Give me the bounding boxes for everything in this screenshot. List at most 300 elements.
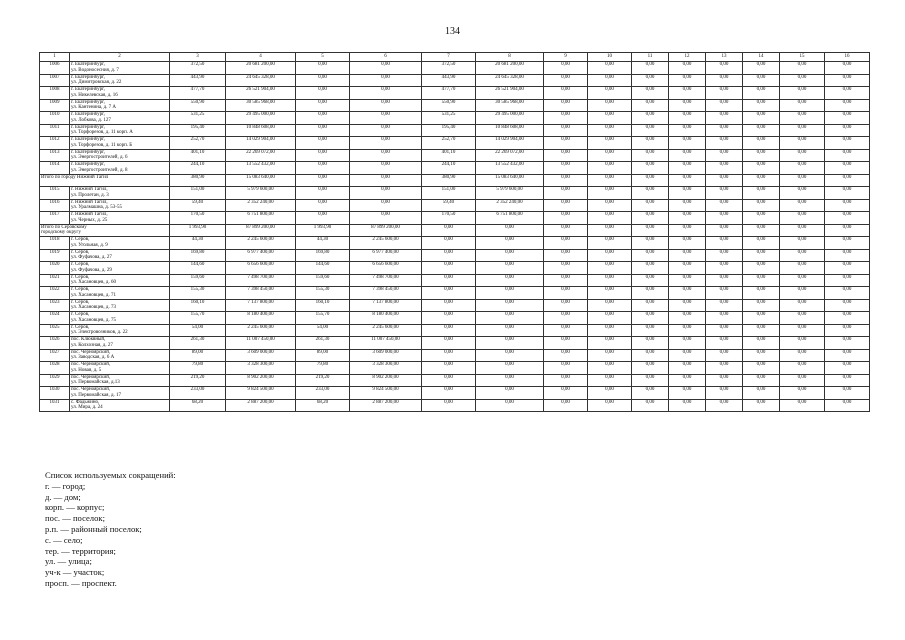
value-cell: 0,00 <box>476 262 544 275</box>
value-cell: 0,00 <box>350 137 422 150</box>
value-cell: 0,00 <box>743 324 780 337</box>
column-header: 13 <box>706 53 743 62</box>
abbreviations-list <box>45 470 176 589</box>
address-cell <box>70 324 170 337</box>
table-row <box>40 387 870 400</box>
value-cell: 0,00 <box>588 387 632 400</box>
value-cell: 2 887 200,00 <box>226 399 296 412</box>
value-cell: 0,00 <box>780 262 825 275</box>
value-cell: 0,00 <box>743 87 780 100</box>
address-line: ул. Торфорезов, д. 11 корп. Б <box>71 142 133 148</box>
value-cell: 155,70 <box>170 312 226 325</box>
value-cell: 0,00 <box>706 262 743 275</box>
value-cell: 0,00 <box>544 124 588 137</box>
value-cell: 9 824 500,00 <box>226 387 296 400</box>
value-cell: 0,00 <box>544 399 588 412</box>
value-cell: 44,30 <box>296 237 350 250</box>
value-cell: 6 656 600,00 <box>350 262 422 275</box>
value-cell: 0,00 <box>706 399 743 412</box>
value-cell: 233,00 <box>296 387 350 400</box>
value-cell: 8 902 200,00 <box>350 374 422 387</box>
value-cell: 0,00 <box>780 199 825 212</box>
row-number: 1027 <box>40 349 70 362</box>
address-line: ул. Кантенина, д. 7 А <box>71 105 116 111</box>
value-cell: 0,00 <box>588 349 632 362</box>
value-cell: 0,00 <box>780 62 825 75</box>
value-cell: 261,30 <box>170 337 226 350</box>
value-cell: 8 180 400,00 <box>350 312 422 325</box>
table-total-row <box>40 174 870 187</box>
value-cell: 0,00 <box>706 374 743 387</box>
value-cell: 0,00 <box>588 112 632 125</box>
value-cell: 0,00 <box>632 349 669 362</box>
address-line: г. Нижний Тагил, <box>71 199 108 205</box>
value-cell: 0,00 <box>669 112 706 125</box>
value-cell: 0,00 <box>544 199 588 212</box>
address-cell <box>70 387 170 400</box>
value-cell: 0,00 <box>669 399 706 412</box>
value-cell: 0,00 <box>706 174 743 187</box>
value-cell: 244,10 <box>170 162 226 175</box>
value-cell: 0,00 <box>706 99 743 112</box>
value-cell: 0,00 <box>544 287 588 300</box>
value-cell: 0,00 <box>632 249 669 262</box>
value-cell: 155,30 <box>296 287 350 300</box>
value-cell: 0,00 <box>743 199 780 212</box>
value-cell: 0,00 <box>588 249 632 262</box>
value-cell: 0,00 <box>780 337 825 350</box>
value-cell: 0,00 <box>706 199 743 212</box>
value-cell: 2 245 600,00 <box>226 324 296 337</box>
value-cell: 5 979 600,00 <box>226 187 296 200</box>
row-number: 1020 <box>40 262 70 275</box>
value-cell: 0,00 <box>780 362 825 375</box>
address-line: ул. Лобкова, д. 127 <box>71 117 111 123</box>
value-cell: 477,70 <box>170 87 226 100</box>
value-cell: 2 245 600,00 <box>226 237 296 250</box>
value-cell: 0,00 <box>669 187 706 200</box>
value-cell: 0,00 <box>706 137 743 150</box>
value-cell: 372,50 <box>422 62 476 75</box>
value-cell: 0,00 <box>669 312 706 325</box>
address-line: ул. Хасановцев, д. 71 <box>71 292 116 298</box>
value-cell: 0,00 <box>588 374 632 387</box>
value-cell: 9 824 500,00 <box>350 387 422 400</box>
table-row <box>40 199 870 212</box>
address-cell <box>70 274 170 287</box>
value-cell: 0,00 <box>296 149 350 162</box>
address-line: пос. Черноярский, <box>71 349 111 355</box>
value-cell: 0,00 <box>825 187 870 200</box>
address-line: г. Серов, <box>71 324 90 330</box>
value-cell: 0,00 <box>588 199 632 212</box>
value-cell: 0,00 <box>780 274 825 287</box>
value-cell: 531,25 <box>170 112 226 125</box>
address-cell <box>70 87 170 100</box>
value-cell: 0,00 <box>825 87 870 100</box>
address-line: ул. Первомайская, д. 17 <box>71 392 121 398</box>
value-cell: 29 495 000,00 <box>476 112 544 125</box>
value-cell: 0,00 <box>422 362 476 375</box>
abbreviation-item: ул. — улица; <box>45 556 92 567</box>
value-cell: 0,00 <box>743 387 780 400</box>
value-cell: 7 498 700,00 <box>226 274 296 287</box>
value-cell: 0,00 <box>780 174 825 187</box>
value-cell: 89,00 <box>296 349 350 362</box>
table-row <box>40 112 870 125</box>
value-cell: 0,00 <box>825 324 870 337</box>
column-header: 1 <box>40 53 70 62</box>
value-cell: 0,00 <box>825 287 870 300</box>
value-cell: 0,00 <box>632 112 669 125</box>
value-cell: 0,00 <box>588 324 632 337</box>
value-cell: 0,00 <box>669 249 706 262</box>
value-cell: 0,00 <box>743 62 780 75</box>
value-cell: 0,00 <box>544 349 588 362</box>
abbreviation-item: просп. — проспект. <box>45 577 117 588</box>
table-row <box>40 249 870 262</box>
value-cell: 0,00 <box>544 299 588 312</box>
value-cell: 0,00 <box>669 212 706 225</box>
value-cell: 0,00 <box>296 87 350 100</box>
address-line: ул. Пролетан, д. 3 <box>71 192 109 198</box>
row-number: 1031 <box>40 399 70 412</box>
value-cell: 0,00 <box>706 224 743 237</box>
value-cell: 0,00 <box>825 337 870 350</box>
value-cell: 0,00 <box>780 399 825 412</box>
address-line: г. Серов, <box>71 274 90 280</box>
address-line: г. Екатеринбург, <box>71 74 105 80</box>
table-row <box>40 162 870 175</box>
value-cell: 0,00 <box>588 224 632 237</box>
address-line: г. Серов, <box>71 287 90 292</box>
value-cell: 155,30 <box>170 287 226 300</box>
value-cell: 0,00 <box>544 312 588 325</box>
value-cell: 0,00 <box>296 174 350 187</box>
address-line: ул. Электровозников, д. 22 <box>71 330 128 336</box>
value-cell: 0,00 <box>780 99 825 112</box>
value-cell: 0,00 <box>350 199 422 212</box>
value-cell: 0,00 <box>669 137 706 150</box>
value-cell: 0,00 <box>632 62 669 75</box>
value-cell: 372,50 <box>170 62 226 75</box>
value-cell: 24 645 328,00 <box>476 74 544 87</box>
value-cell: 54,00 <box>296 324 350 337</box>
value-cell: 0,00 <box>706 362 743 375</box>
value-cell: 0,00 <box>350 87 422 100</box>
value-cell: 0,00 <box>422 287 476 300</box>
address-line: пос. Клюквный, <box>71 337 106 342</box>
value-cell: 0,00 <box>588 337 632 350</box>
value-cell: 44,30 <box>170 237 226 250</box>
value-cell: 0,00 <box>825 387 870 400</box>
value-cell: 0,00 <box>476 237 544 250</box>
column-header: 16 <box>825 53 870 62</box>
value-cell: 0,00 <box>780 187 825 200</box>
row-number: 1015 <box>40 187 70 200</box>
value-cell: 0,00 <box>296 212 350 225</box>
abbreviations-items <box>45 481 176 589</box>
value-cell: 252,70 <box>422 137 476 150</box>
table-header-row <box>40 53 870 62</box>
value-cell: 0,00 <box>743 174 780 187</box>
value-cell: 10 848 608,00 <box>226 124 296 137</box>
value-cell: 261,30 <box>296 337 350 350</box>
value-cell: 0,00 <box>296 199 350 212</box>
value-cell: 0,00 <box>632 212 669 225</box>
value-cell: 0,00 <box>476 399 544 412</box>
value-cell: 0,00 <box>632 337 669 350</box>
value-cell: 0,00 <box>706 287 743 300</box>
address-line: г. Екатеринбург, <box>71 87 105 92</box>
address-line: г. Серов, <box>71 262 90 267</box>
value-cell: 0,00 <box>743 399 780 412</box>
value-cell: 0,00 <box>780 137 825 150</box>
value-cell: 79,80 <box>170 362 226 375</box>
value-cell: 0,00 <box>743 262 780 275</box>
value-cell: 0,00 <box>825 137 870 150</box>
value-cell: 0,00 <box>669 349 706 362</box>
value-cell: 0,00 <box>669 237 706 250</box>
value-cell: 6 751 800,00 <box>476 212 544 225</box>
address-cell <box>70 249 170 262</box>
value-cell: 0,00 <box>588 62 632 75</box>
value-cell: 0,00 <box>706 387 743 400</box>
value-cell: 0,00 <box>544 74 588 87</box>
table-row <box>40 299 870 312</box>
value-cell: 0,00 <box>825 249 870 262</box>
value-cell: 15 083 640,00 <box>476 174 544 187</box>
address-cell <box>70 287 170 300</box>
row-number: 1025 <box>40 324 70 337</box>
value-cell: 0,00 <box>350 212 422 225</box>
value-cell: 79,80 <box>296 362 350 375</box>
address-line: г. Нижний Тагил, <box>71 187 108 192</box>
value-cell: 0,00 <box>780 212 825 225</box>
value-cell: 0,00 <box>296 112 350 125</box>
value-cell: 0,00 <box>544 162 588 175</box>
value-cell: 0,00 <box>476 362 544 375</box>
value-cell: 0,00 <box>825 112 870 125</box>
row-number: 1021 <box>40 274 70 287</box>
value-cell: 0,00 <box>588 174 632 187</box>
address-line: ул. Колхозная, д. 27 <box>71 342 113 348</box>
value-cell: 0,00 <box>743 374 780 387</box>
value-cell: 0,00 <box>422 349 476 362</box>
address-cell <box>70 162 170 175</box>
value-cell: 0,00 <box>632 237 669 250</box>
value-cell: 195,40 <box>170 124 226 137</box>
value-cell: 160,10 <box>296 299 350 312</box>
value-cell: 3 328 300,00 <box>226 362 296 375</box>
value-cell: 380,90 <box>170 174 226 187</box>
value-cell: 0,00 <box>780 224 825 237</box>
value-cell: 0,00 <box>588 312 632 325</box>
value-cell: 0,00 <box>825 349 870 362</box>
value-cell: 7 137 800,00 <box>350 299 422 312</box>
value-cell: 0,00 <box>588 262 632 275</box>
address-line: г. Екатеринбург, <box>71 62 105 67</box>
address-line: г. Серов, <box>71 299 90 305</box>
table-total-row <box>40 224 870 237</box>
value-cell: 3 328 300,00 <box>350 362 422 375</box>
value-cell: 0,00 <box>706 274 743 287</box>
value-cell: 0,00 <box>706 124 743 137</box>
value-cell: 0,00 <box>476 287 544 300</box>
table-row <box>40 287 870 300</box>
row-number: 1030 <box>40 387 70 400</box>
value-cell: 22 269 072,00 <box>476 149 544 162</box>
value-cell: 0,00 <box>825 174 870 187</box>
address-line: ул. Никелевская, д. 16 <box>71 92 118 98</box>
value-cell: 7 398 450,00 <box>350 287 422 300</box>
address-cell <box>70 199 170 212</box>
address-line: ул. Первомайская, д.13 <box>71 380 120 386</box>
value-cell: 24 645 328,00 <box>226 74 296 87</box>
value-cell: 0,00 <box>780 299 825 312</box>
address-cell <box>70 212 170 225</box>
value-cell: 0,00 <box>669 174 706 187</box>
value-cell: 0,00 <box>476 274 544 287</box>
value-cell: 0,00 <box>825 362 870 375</box>
address-line: ул. Хасановцев, д. 60 <box>71 280 116 286</box>
value-cell: 2 352 240,00 <box>476 199 544 212</box>
address-cell <box>70 137 170 150</box>
value-cell: 401,10 <box>170 149 226 162</box>
value-cell: 0,00 <box>350 162 422 175</box>
row-number: 1006 <box>40 62 70 75</box>
value-cell: 233,00 <box>170 387 226 400</box>
value-cell: 0,00 <box>350 149 422 162</box>
value-cell: 219,20 <box>296 374 350 387</box>
value-cell: 8 180 400,00 <box>226 312 296 325</box>
column-header: 15 <box>780 53 825 62</box>
value-cell: 0,00 <box>422 274 476 287</box>
table-row <box>40 137 870 150</box>
address-line: ул. Димитровская, д. 22 <box>71 80 122 86</box>
value-cell: 0,00 <box>544 224 588 237</box>
value-cell: 0,00 <box>706 237 743 250</box>
value-cell: 54,00 <box>170 324 226 337</box>
column-header: 4 <box>226 53 296 62</box>
value-cell: 0,00 <box>632 287 669 300</box>
value-cell: 0,00 <box>706 324 743 337</box>
row-number: 1024 <box>40 312 70 325</box>
total-label <box>40 224 170 237</box>
value-cell: 20 681 200,00 <box>476 62 544 75</box>
value-cell: 0,00 <box>669 224 706 237</box>
value-cell: 3 609 000,00 <box>350 349 422 362</box>
value-cell: 252,70 <box>170 137 226 150</box>
value-cell: 29 495 000,00 <box>226 112 296 125</box>
abbreviation-item: пос. — поселок; <box>45 513 105 524</box>
row-number: 1019 <box>40 249 70 262</box>
address-line: ул. Фуфачова, д. 27 <box>71 255 112 261</box>
address-line: ул. Черных, д. 25 <box>71 217 108 223</box>
value-cell: 0,00 <box>588 212 632 225</box>
row-number: 1028 <box>40 362 70 375</box>
total-label <box>40 174 170 187</box>
value-cell: 0,00 <box>296 162 350 175</box>
value-cell: 0,00 <box>296 124 350 137</box>
value-cell: 0,00 <box>544 149 588 162</box>
value-cell: 0,00 <box>780 149 825 162</box>
value-cell: 0,00 <box>632 74 669 87</box>
value-cell: 15 083 640,00 <box>226 174 296 187</box>
value-cell: 0,00 <box>825 74 870 87</box>
address-cell <box>70 312 170 325</box>
value-cell: 0,00 <box>669 387 706 400</box>
value-cell: 0,00 <box>632 87 669 100</box>
value-cell: 0,00 <box>296 99 350 112</box>
address-line: ул. Хасановцев, д. 75 <box>71 317 116 323</box>
value-cell: 0,00 <box>669 299 706 312</box>
value-cell: 14 029 904,00 <box>226 137 296 150</box>
value-cell: 550,90 <box>422 99 476 112</box>
value-cell: 0,00 <box>476 374 544 387</box>
value-cell: 20 681 200,00 <box>226 62 296 75</box>
value-cell: 0,00 <box>544 112 588 125</box>
value-cell: 0,00 <box>669 199 706 212</box>
value-cell: 14 029 904,00 <box>476 137 544 150</box>
address-line: ул. Водоносесния, д. 7 <box>71 67 119 73</box>
value-cell: 0,00 <box>476 324 544 337</box>
column-header: 14 <box>743 53 780 62</box>
value-cell: 0,00 <box>743 162 780 175</box>
column-header: 12 <box>669 53 706 62</box>
value-cell: 0,00 <box>825 124 870 137</box>
value-cell: 0,00 <box>632 312 669 325</box>
value-cell: 0,00 <box>669 162 706 175</box>
address-cell <box>70 262 170 275</box>
address-line: г. Екатеринбург, <box>71 124 105 130</box>
value-cell: 0,00 <box>743 187 780 200</box>
value-cell: 30 585 968,00 <box>226 99 296 112</box>
value-cell: 0,00 <box>743 299 780 312</box>
value-cell: 0,00 <box>743 349 780 362</box>
value-cell: 0,00 <box>632 149 669 162</box>
value-cell: 0,00 <box>544 362 588 375</box>
page-number: 134 <box>445 26 460 37</box>
value-cell: 0,00 <box>632 362 669 375</box>
value-cell: 0,00 <box>706 187 743 200</box>
address-line: г. Нижний Тагил, <box>71 212 108 217</box>
value-cell: 6 977 400,00 <box>350 249 422 262</box>
value-cell: 0,00 <box>422 299 476 312</box>
value-cell: 10 848 608,00 <box>476 124 544 137</box>
value-cell: 155,70 <box>296 312 350 325</box>
value-cell: 26 521 904,00 <box>476 87 544 100</box>
value-cell: 0,00 <box>825 312 870 325</box>
value-cell: 0,00 <box>588 137 632 150</box>
value-cell: 7 398 450,00 <box>226 287 296 300</box>
address-line: ул. Хасановцев, д. 73 <box>71 305 116 311</box>
value-cell: 0,00 <box>706 74 743 87</box>
address-cell <box>70 399 170 412</box>
address-line: с. Фадьжино, <box>71 399 100 405</box>
value-cell: 531,25 <box>422 112 476 125</box>
abbreviation-item: корп. — корпус; <box>45 502 105 513</box>
address-cell <box>70 337 170 350</box>
value-cell: 0,00 <box>743 287 780 300</box>
table-row <box>40 87 870 100</box>
value-cell: 0,00 <box>422 224 476 237</box>
value-cell: 0,00 <box>588 274 632 287</box>
value-cell: 0,00 <box>743 99 780 112</box>
value-cell: 68,20 <box>170 399 226 412</box>
value-cell: 0,00 <box>825 224 870 237</box>
abbreviation-item: д. — дом; <box>45 491 81 502</box>
